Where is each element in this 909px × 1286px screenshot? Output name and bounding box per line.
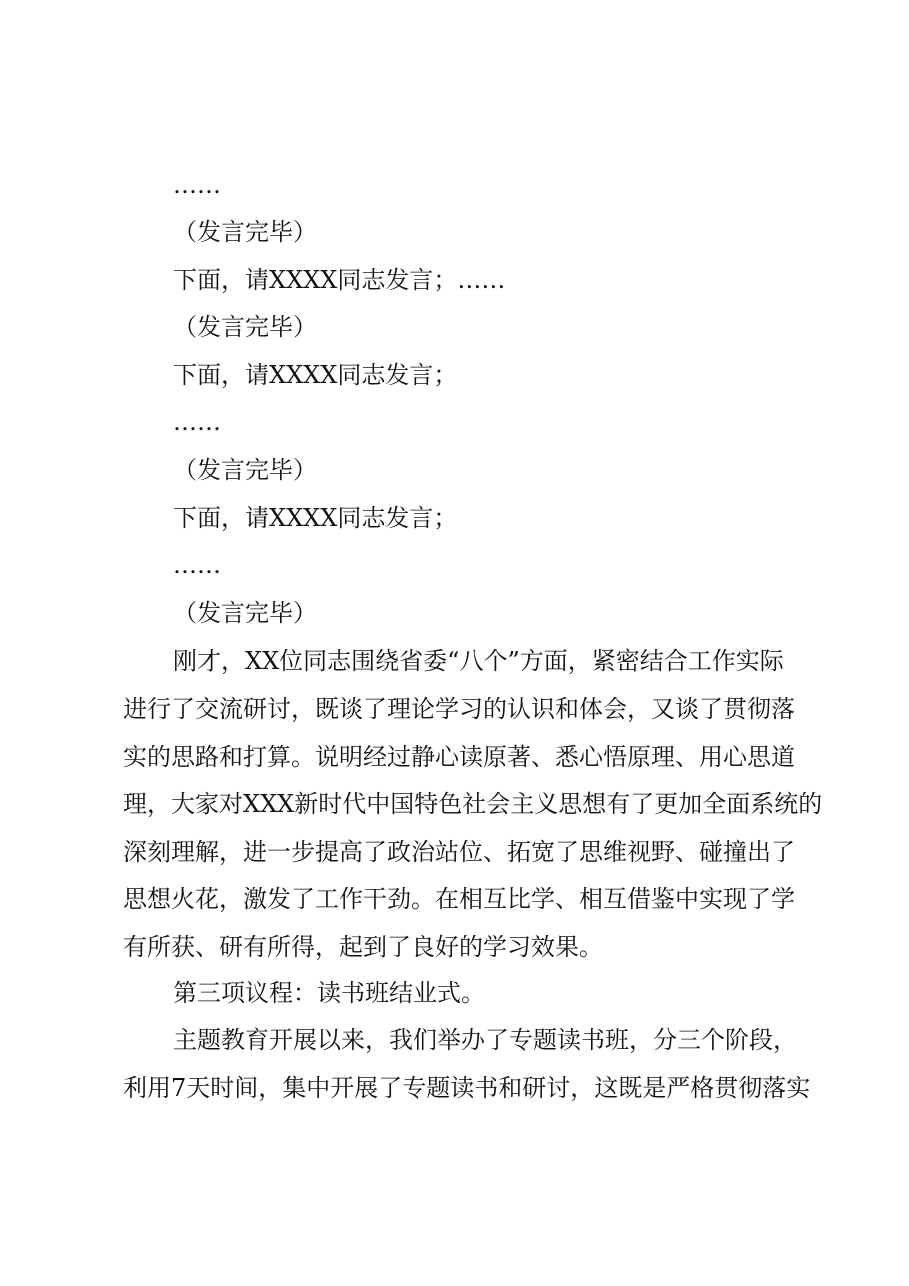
ellipsis-line: …… xyxy=(173,171,221,199)
summary-paragraph-line: 深刻理解，进一步提高了政治站位、拓宽了思维视野、碰撞出了 xyxy=(123,838,795,866)
ellipsis-line: …… xyxy=(173,551,221,579)
closing-paragraph-line: 主题教育开展以来，我们举办了专题读书班，分三个阶段， xyxy=(173,1026,797,1054)
next-speaker-line: 下面，请XXXX同志发言；…… xyxy=(173,266,506,294)
speech-finished-line: （发言完毕） xyxy=(173,218,317,246)
summary-paragraph-line: 思想火花，激发了工作干劲。在相互比学、相互借鉴中实现了学 xyxy=(123,885,795,913)
speech-finished-line: （发言完毕） xyxy=(173,456,317,484)
speech-finished-line: （发言完毕） xyxy=(173,313,317,341)
ellipsis-line: …… xyxy=(173,408,221,436)
next-speaker-line: 下面，请XXXX同志发言； xyxy=(173,361,458,389)
summary-paragraph-line: 刚才，XX位同志围绕省委“八个”方面，紧密结合工作实际 xyxy=(173,647,784,675)
summary-paragraph-line: 有所获、研有所得，起到了良好的学习效果。 xyxy=(123,933,603,961)
closing-paragraph-line: 利用7天时间，集中开展了专题读书和研讨，这既是严格贯彻落实 xyxy=(123,1074,811,1102)
summary-paragraph-line: 进行了交流研讨，既谈了理论学习的认识和体会，又谈了贯彻落 xyxy=(123,695,795,723)
summary-paragraph-line: 实的思路和打算。说明经过静心读原著、悉心悟原理、用心思道 xyxy=(123,743,795,771)
speech-finished-line: （发言完毕） xyxy=(173,599,317,627)
summary-paragraph-line: 理，大家对XXX新时代中国特色社会主义思想有了更加全面系统的 xyxy=(123,790,823,818)
next-speaker-line: 下面，请XXXX同志发言； xyxy=(173,504,458,532)
agenda-item-heading: 第三项议程：读书班结业式。 xyxy=(173,979,485,1007)
